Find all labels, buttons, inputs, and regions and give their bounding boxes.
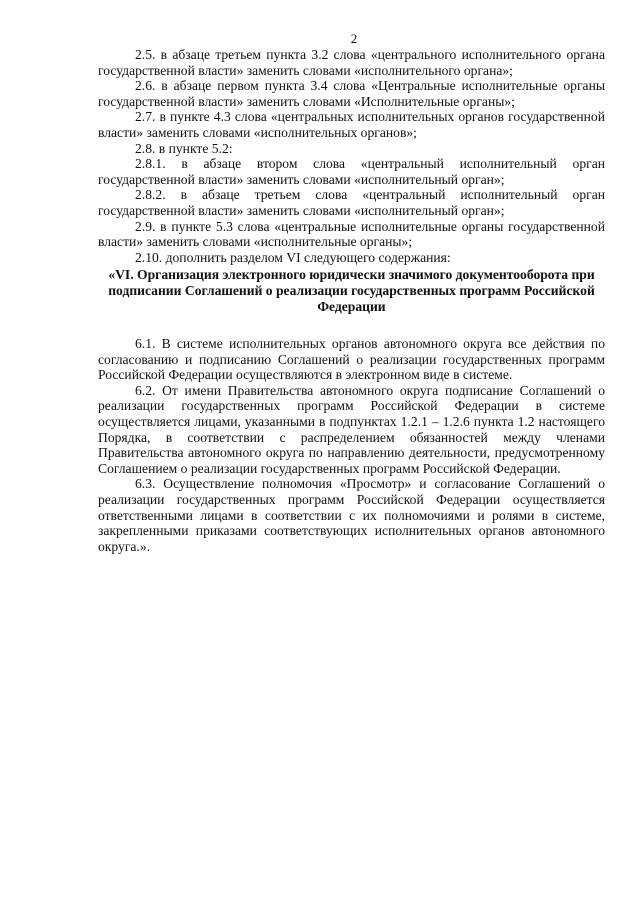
section-paragraph: 6.2. От имени Правительства автономного округа подписание Соглашений о реализации государственных программ Российской Федерации в системе осуществляется лицами, указанными в подпунктах 1.2.1 – 1.2.6 пункта 1.2 настоящего Порядка, в соответствии с распределением обязанностей между членами Правительства автономного округа по направлению деятельности, предусмотренному Соглашением о реализации государственных программ Российской Федерации. [98,382,605,476]
section-paragraph: 6.1. В системе исполнительных органов автономного округа все действия по согласованию и подписанию Соглашений о реализации государственных программ Российской Федерации осуществляются в электронном виде в системе. [98,336,605,383]
section-title: «VI. Организация электронного юридически значимого документооборота при подписании Соглашений о реализации государственных программ Российской Федерации [108,267,595,314]
amendment-item: 2.7. в пункте 4.3 слова «центральных исполнительных органов государственной власти» заменить словами «исполнительных органов»; [98,109,605,140]
amendment-item: 2.10. дополнить разделом VI следующего содержания: [135,249,451,265]
amendment-item: 2.5. в абзаце третьем пункта 3.2 слова «центрального исполнительного органа государственной власти» заменить словами «исполнительного органа»; [98,47,605,78]
amendment-list [98,47,605,265]
amendment-item: 2.8. в пункте 5.2: [135,140,233,156]
amendment-item: 2.6. в абзаце первом пункта 3.4 слова «Центральные исполнительные органы государственной власти» заменить словами «Исполнительные органы»; [98,78,605,109]
document-body [98,47,605,554]
amendment-item: 2.8.2. в абзаце третьем слова «центральный исполнительный орган государственной власти» заменить словами «исполнительный орган»; [98,187,605,218]
section-paragraph: 6.3. Осуществление полномочия «Просмотр» и согласование Соглашений о реализации государственных программ Российской Федерации осуществляется ответственными лицами в соответствии с их полномочиями и ролями в системе, закрепленными приказами соответствующих исполнительных органов автономного округа.». [98,476,605,554]
amendment-item: 2.9. в пункте 5.3 слова «центральные исполнительные органы государственной власти» заменить словами «исполнительные органы»; [98,218,605,250]
amendment-item: 2.8.1. в абзаце втором слова «центральный исполнительный орган государственной власти» заменить словами «исполнительный орган»; [98,156,605,187]
section-body [98,336,605,554]
page-number: 2 [350,31,358,46]
